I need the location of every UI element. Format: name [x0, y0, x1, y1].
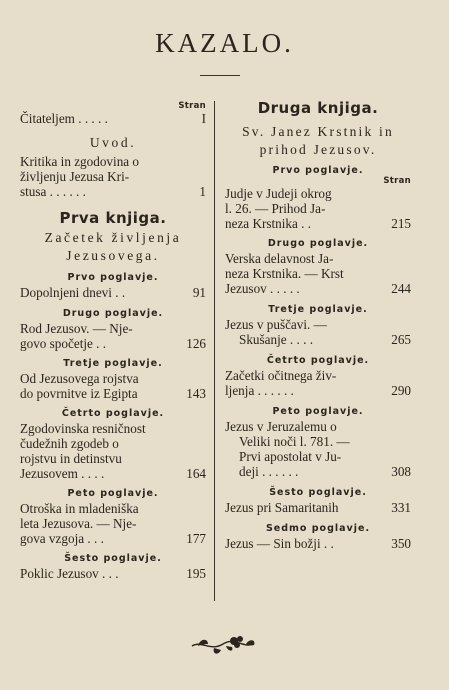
- page-number: 331: [391, 500, 411, 515]
- toc-entry: [20, 566, 206, 581]
- page-number: 265: [391, 332, 411, 347]
- entry-line: Jezusovem . . . .: [20, 466, 105, 481]
- toc-entry: [225, 500, 411, 515]
- page-number: 164: [186, 466, 206, 481]
- chapter-heading: Četrto poglavje.: [266, 355, 370, 366]
- toc-entry: [225, 317, 411, 347]
- floral-ornament-icon: [188, 630, 258, 658]
- entry-line: neza Krstnika. — Krst: [225, 266, 344, 281]
- page-number: 350: [391, 536, 411, 551]
- page-number: 290: [391, 383, 411, 398]
- entry-line: Zgodovinska resničnost: [20, 421, 146, 436]
- column-divider: [214, 101, 215, 601]
- toc-entry: [225, 186, 411, 231]
- page-number: 143: [186, 386, 206, 401]
- chapter-heading: Šesto poglavje.: [269, 487, 367, 498]
- toc-entry: [225, 368, 411, 398]
- book-subtitle-line: Sv. Janez Krstnik in: [242, 124, 394, 139]
- toc-entry: [20, 501, 206, 546]
- chapter-heading: Peto poglavje.: [272, 406, 364, 417]
- entry-line: Veliki noči l. 781. —: [239, 434, 350, 449]
- chapter-heading: Drugo poglavje.: [267, 238, 369, 249]
- entry-line: življenju Jezusa Kri-: [20, 169, 130, 184]
- page-number: 308: [391, 464, 411, 479]
- page-number: 91: [192, 285, 206, 300]
- toc-entry: [225, 251, 411, 296]
- entry-line: l. 26. — Prihod Ja-: [225, 201, 326, 216]
- left-column: [20, 95, 206, 581]
- entry-line: Kritika in zgodovina o: [20, 154, 140, 169]
- chapter-heading: Šesto poglavje.: [64, 553, 162, 564]
- chapter-heading: Četrto poglavje.: [61, 408, 165, 419]
- page-number: 215: [391, 216, 411, 231]
- title-rule: [200, 75, 240, 76]
- toc-entry: [20, 371, 206, 401]
- entry-line: gova vzgoja . . .: [20, 531, 104, 546]
- page-number: 244: [391, 281, 411, 296]
- stran-header: Stran: [178, 101, 206, 111]
- book-heading: Druga knjiga.: [257, 99, 379, 117]
- toc-entry: [20, 285, 206, 300]
- stran-header: Stran: [383, 176, 411, 186]
- page-title: KAZALO.: [155, 28, 294, 58]
- entry-line: Od Jezusovega rojstva: [20, 371, 139, 386]
- entry-line: do povrnitve iz Egipta: [20, 386, 138, 401]
- entry-line: Poklic Jezusov . . .: [20, 566, 119, 581]
- entry-line: Čitateljem . . . . .: [20, 111, 108, 126]
- chapter-heading: Prvo poglavje.: [67, 272, 159, 283]
- entry-line: deji . . . . . .: [239, 464, 299, 479]
- section-heading: Uvod.: [89, 135, 137, 150]
- page-number: 195: [186, 566, 206, 581]
- toc-entry: [20, 421, 206, 481]
- toc-entry: [20, 154, 206, 199]
- entry-line: rojstvu in detinstvu: [20, 451, 122, 466]
- entry-line: čudežnih zgodeb o: [20, 436, 119, 451]
- entry-line: leta Jezusova. — Nje-: [20, 516, 137, 531]
- page-number: 177: [186, 531, 206, 546]
- chapter-heading: Peto poglavje.: [67, 488, 159, 499]
- book-subtitle-line: Jezusovega.: [66, 248, 160, 263]
- entry-line: Verska delavnost Ja-: [225, 251, 334, 266]
- entry-line: Jezus v Jeruzalemu o: [225, 419, 337, 434]
- toc-entry: [225, 536, 411, 551]
- entry-line: Začetki očitnega živ-: [225, 368, 337, 383]
- chapter-heading: Prvo poglavje.: [272, 165, 364, 176]
- entry-line: ljenja . . . . . .: [225, 383, 294, 398]
- chapter-heading: Sedmo poglavje.: [265, 523, 371, 534]
- book-heading: Prva knjiga.: [59, 209, 167, 227]
- book-subtitle-line: prihod Jezusov.: [259, 142, 377, 157]
- entry-line: neza Krstnika . .: [225, 216, 312, 231]
- entry-line: Jezus — Sin božji . .: [225, 536, 334, 551]
- page-number: 1: [199, 184, 206, 199]
- entry-line: Jezus v puščavi. —: [225, 317, 327, 332]
- entry-line: Prvi apostolat v Ju-: [239, 449, 342, 464]
- right-column: [225, 95, 411, 551]
- toc-entry: [20, 321, 206, 351]
- entry-line: Otroška in mladeniška: [20, 501, 139, 516]
- chapter-heading: Tretje poglavje.: [63, 358, 163, 369]
- toc-entry: [20, 111, 206, 126]
- entry-line: govo spočetje . .: [20, 336, 107, 351]
- entry-line: Judje v Judeji okrog: [225, 186, 332, 201]
- entry-line: Jezus pri Samaritanih: [225, 500, 339, 515]
- entry-line: Dopolnjeni dnevi . .: [20, 285, 126, 300]
- page-number: I: [201, 111, 206, 126]
- entry-line: Skušanje . . . .: [239, 332, 313, 347]
- toc-entry: [225, 419, 411, 479]
- chapter-heading: Drugo poglavje.: [62, 308, 164, 319]
- chapter-heading: Tretje poglavje.: [268, 304, 368, 315]
- entry-line: Rod Jezusov. — Nje-: [20, 321, 133, 336]
- entry-line: stusa . . . . . .: [20, 184, 86, 199]
- book-subtitle-line: Začetek življenja: [44, 230, 182, 245]
- page-number: 126: [186, 336, 206, 351]
- entry-line: Jezusov . . . . .: [225, 281, 300, 296]
